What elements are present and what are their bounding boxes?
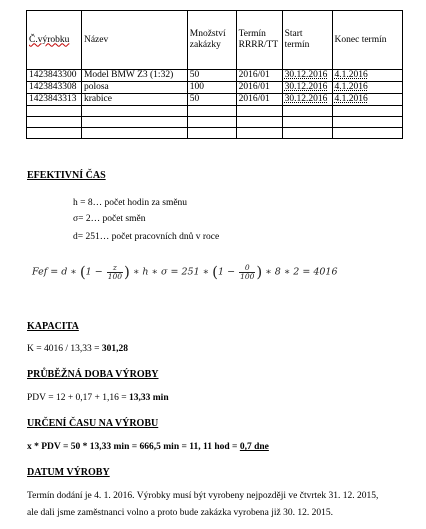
cell-termin: 2016/01 <box>236 82 282 94</box>
header-konec: Konec termín <box>332 11 402 70</box>
cell-cislo: 1423843300 <box>27 70 82 82</box>
table-row-empty <box>27 106 403 117</box>
cell-konec: 4.1.2016 <box>332 82 402 94</box>
header-nazev: Název <box>81 11 187 70</box>
cell-mnozstvi: 50 <box>187 94 236 106</box>
table-row-empty <box>27 117 403 128</box>
table-row-empty <box>27 128 403 139</box>
table-row <box>27 82 403 94</box>
line-h: h = 8… počet hodin za směnu <box>73 198 188 208</box>
line-sigma: σ= 2… počet směn <box>73 214 146 224</box>
urceni-line: x * PDV = 50 * 13,33 min = 666,5 min = 11, 11 hod = 0,7 dne <box>27 442 269 452</box>
cell-start: 30.12.2016 <box>282 70 332 82</box>
section-heading-urceni: URČENÍ ČASU NA VÝROBU <box>27 418 159 429</box>
header-termin: Termín RRRR/TT <box>236 11 282 70</box>
cell-nazev: krabice <box>81 94 187 106</box>
section-heading-kapacita: KAPACITA <box>27 321 79 332</box>
cell-mnozstvi: 50 <box>187 70 236 82</box>
cell-start: 30.12.2016 <box>282 94 332 106</box>
fef-formula: Fef = d ∗ (1 − $\frac{z}{100}$ ) ∗ h ∗ σ = 251 ∗ (1 − $\frac{0}{100}$ ) ∗ 8 ∗ 2 = 4016 <box>32 262 338 281</box>
cell-termin: 2016/01 <box>236 94 282 106</box>
cell-konec: 4.1.2016 <box>332 94 402 106</box>
cell-nazev: polosa <box>81 82 187 94</box>
orders-table <box>26 10 403 139</box>
header-mnozstvi: Množství zakázky <box>187 11 236 70</box>
pdv-line: PDV = 12 + 0,17 + 1,16 = 13,33 min <box>27 393 169 403</box>
header-cislo: Č.výrobku <box>27 11 82 70</box>
table-row <box>27 70 403 82</box>
fraction-z-100: $\frac{z}{100}$ <box>107 262 123 281</box>
line-d: d= 251… počet pracovních dnů v roce <box>73 232 220 242</box>
cell-termin: 2016/01 <box>236 70 282 82</box>
header-start: Start termín <box>282 11 332 70</box>
table-header-row <box>27 11 403 70</box>
section-heading-pdv: PRŮBĚŽNÁ DOBA VÝROBY <box>27 369 159 380</box>
section-heading-datum: DATUM VÝROBY <box>27 467 110 478</box>
cell-cislo: 1423843313 <box>27 94 82 106</box>
cell-cislo: 1423843308 <box>27 82 82 94</box>
datum-line-1: Termín dodání je 4. 1. 2016. Výrobky musí být vyrobeny nejpozději ve čtvrtek 31. 12. 2015, <box>27 491 379 501</box>
section-heading-efektivni-cas: EFEKTIVNÍ ČAS <box>27 170 106 181</box>
table-row <box>27 94 403 106</box>
kapacita-line: K = 4016 / 13,33 = 301,28 <box>27 344 128 354</box>
fraction-0-100: $\frac{0}{100}$ <box>240 262 255 281</box>
datum-line-2: ale dali jsme zaměstnanci volno a proto bude zakázka vyrobena již 30. 12. 2015. <box>27 508 334 518</box>
cell-mnozstvi: 100 <box>187 82 236 94</box>
cell-konec: 4.1.2016 <box>332 70 402 82</box>
cell-start: 30.12.2016 <box>282 82 332 94</box>
cell-nazev: Model BMW Z3 (1:32) <box>81 70 187 82</box>
